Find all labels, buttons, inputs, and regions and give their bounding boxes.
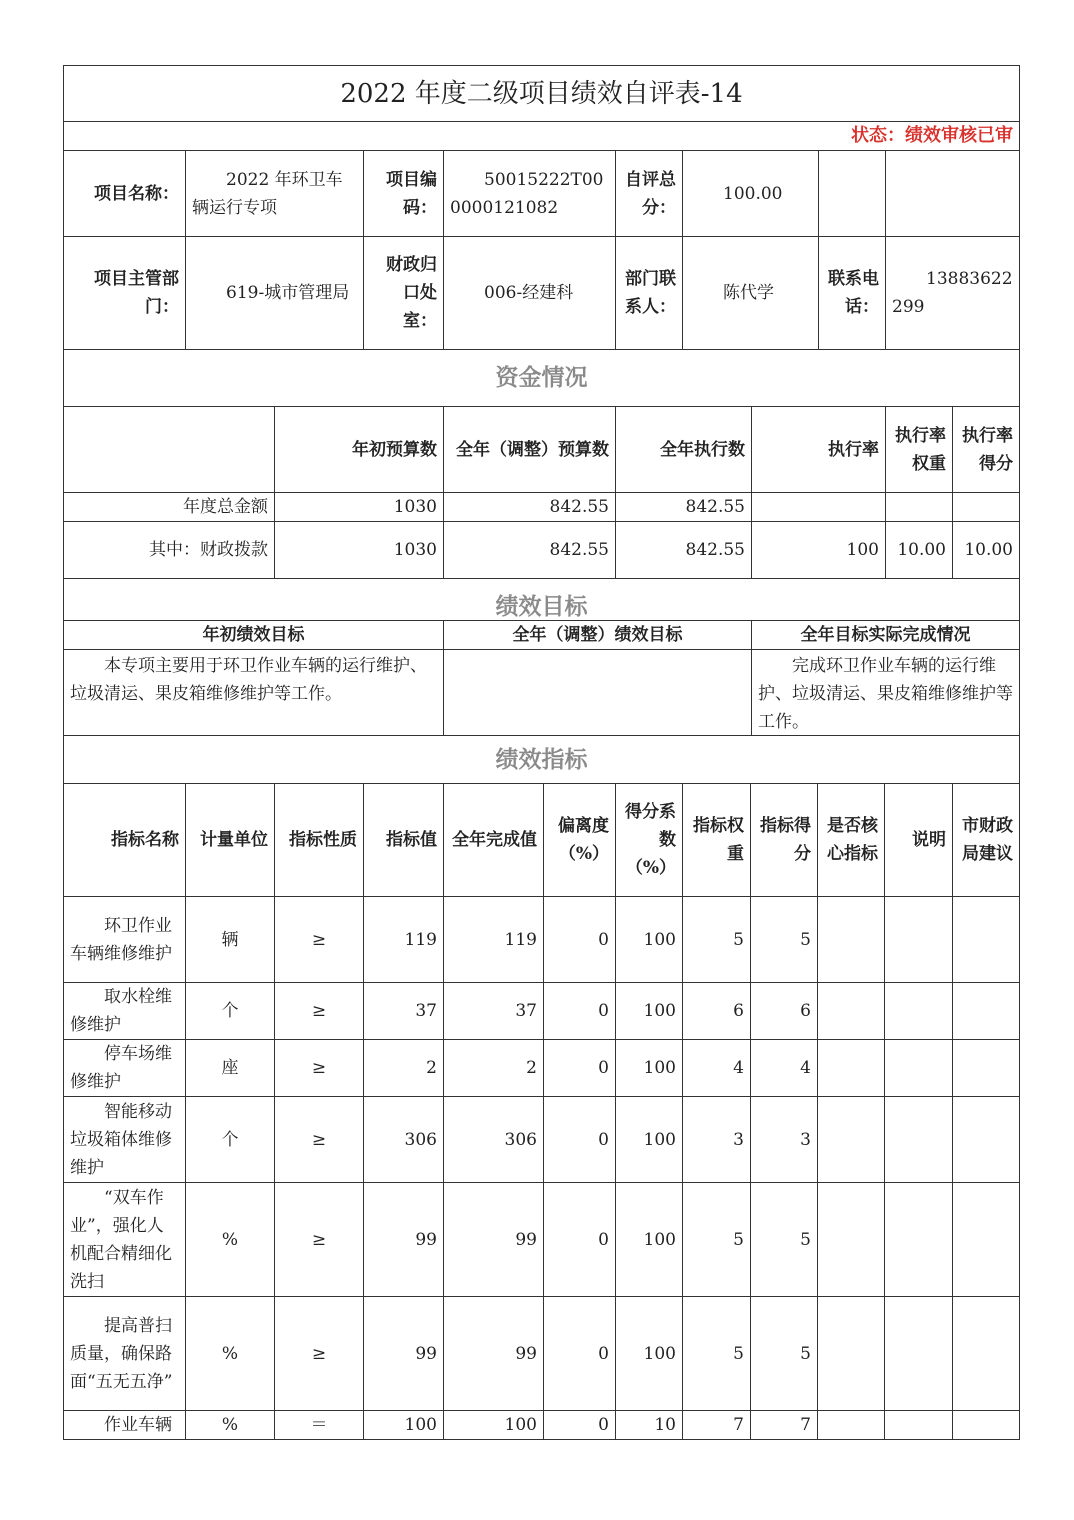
indicators-header: 计量单位 [186, 784, 275, 896]
indicators-header: 指标得分 [751, 784, 818, 896]
indicator-weight: 5 [683, 897, 751, 982]
indicator-advice [953, 1297, 1019, 1410]
indicator-row [63, 1097, 1020, 1183]
goals-header: 全年（调整）绩效目标 [444, 621, 752, 649]
indicator-score: 3 [751, 1097, 818, 1182]
indicator-actual: 119 [444, 897, 544, 982]
indicator-unit: % [186, 1411, 275, 1439]
indicator-nature: ≥ [275, 1097, 364, 1182]
funds-section-row [63, 350, 1020, 407]
indicator-coefficient: 100 [616, 897, 683, 982]
indicator-advice [953, 983, 1019, 1039]
indicator-coefficient: 100 [616, 1297, 683, 1410]
indicators-header-row [63, 784, 1020, 897]
indicator-core [818, 1097, 885, 1182]
indicator-deviation: 0 [544, 1411, 616, 1439]
funds-rate: 100 [752, 522, 886, 578]
indicator-note [885, 1183, 953, 1296]
funds-rate [752, 493, 886, 521]
indicator-core [818, 897, 885, 982]
indicator-core [818, 1411, 885, 1439]
funds-executed: 842.55 [616, 493, 752, 521]
indicator-unit: 座 [186, 1040, 275, 1096]
indicator-coefficient: 100 [616, 1040, 683, 1096]
funds-header-row [63, 407, 1020, 493]
indicator-score: 5 [751, 897, 818, 982]
indicator-deviation: 0 [544, 1183, 616, 1296]
indicator-score: 4 [751, 1040, 818, 1096]
funds-row-label: 其中：财政拨款 [64, 522, 275, 578]
indicator-row [63, 1183, 1020, 1297]
goals-header-row [63, 621, 1020, 650]
indicator-nature: ≥ [275, 983, 364, 1039]
indicator-core [818, 983, 885, 1039]
indicator-advice [953, 1183, 1019, 1296]
title-row [63, 65, 1020, 122]
score-label: 自评总分： [616, 151, 683, 236]
project-code-value: 50015222T000000121082 [444, 151, 616, 236]
indicator-weight: 5 [683, 1297, 751, 1410]
indicator-row [63, 1411, 1020, 1440]
funds-executed: 842.55 [616, 522, 752, 578]
indicator-deviation: 0 [544, 897, 616, 982]
indicator-unit: 个 [186, 1097, 275, 1182]
indicators-section-row [63, 736, 1020, 784]
funds-section-title: 资金情况 [495, 365, 588, 391]
indicator-actual: 99 [444, 1183, 544, 1296]
funds-score: 10.00 [964, 540, 1013, 560]
indicator-nature: ≥ [275, 1297, 364, 1410]
indicator-note [885, 1097, 953, 1182]
indicator-actual: 306 [444, 1097, 544, 1182]
indicator-note [885, 897, 953, 982]
indicator-actual: 100 [444, 1411, 544, 1439]
indicator-name: 停车场维修维护 [64, 1040, 186, 1096]
page-title: 2022 年度二级项目绩效自评表-14 [340, 79, 743, 109]
actual-completion-text: 完成环卫作业车辆的运行维护、垃圾清运、果皮箱维修维护等工作。 [758, 656, 1013, 732]
funds-row [63, 522, 1020, 579]
finance-office-value: 006-经建科 [444, 237, 616, 349]
indicators-header: 指标名称 [64, 784, 186, 896]
indicator-coefficient: 100 [616, 1097, 683, 1182]
goals-header: 年初绩效目标 [64, 621, 444, 649]
indicator-name: 环卫作业车辆维修维护 [64, 897, 186, 982]
goals-content-row [63, 650, 1020, 736]
funds-header: 执行率 [752, 407, 886, 492]
indicator-actual: 99 [444, 1297, 544, 1410]
indicator-coefficient: 100 [616, 983, 683, 1039]
initial-goal-text: 本专项主要用于环卫作业车辆的运行维护、垃圾清运、果皮箱维修维护等工作。 [64, 650, 444, 735]
status-text: 状态：绩效审核已审 [851, 125, 1013, 146]
indicator-advice [953, 1097, 1019, 1182]
indicator-score: 5 [751, 1297, 818, 1410]
indicator-name: 智能移动垃圾箱体维修维护 [64, 1097, 186, 1182]
phone-value: 13883622299 [892, 269, 1013, 317]
indicator-actual: 2 [444, 1040, 544, 1096]
indicator-row [63, 1040, 1020, 1097]
indicator-target: 99 [364, 1183, 444, 1296]
indicator-name: 作业车辆 [64, 1411, 186, 1439]
adjusted-goal-text [444, 650, 752, 735]
indicator-deviation: 0 [544, 1040, 616, 1096]
indicator-deviation: 0 [544, 983, 616, 1039]
indicator-actual: 37 [444, 983, 544, 1039]
indicator-target: 100 [364, 1411, 444, 1439]
indicator-advice [953, 1411, 1019, 1439]
indicator-name: 取水栓维修维护 [64, 983, 186, 1039]
indicator-weight: 3 [683, 1097, 751, 1182]
status-row [63, 122, 1020, 151]
indicator-score: 6 [751, 983, 818, 1039]
indicator-note [885, 1040, 953, 1096]
finance-office-label: 财政归口处室： [364, 237, 444, 349]
indicator-weight: 5 [683, 1183, 751, 1296]
empty-cell [819, 151, 886, 236]
project-name-value: 2022 年环卫车辆运行专项 [186, 151, 364, 236]
funds-row-label: 年度总金额 [64, 493, 275, 521]
contact-value: 陈代学 [683, 237, 819, 349]
funds-adjusted: 842.55 [444, 493, 616, 521]
indicator-weight: 7 [683, 1411, 751, 1439]
indicator-score: 7 [751, 1411, 818, 1439]
indicator-target: 119 [364, 897, 444, 982]
indicators-header: 指标权重 [683, 784, 751, 896]
indicator-unit: 个 [186, 983, 275, 1039]
goals-header: 全年目标实际完成情况 [800, 625, 971, 645]
score-value: 100.00 [683, 151, 819, 236]
indicators-header: 全年完成值 [444, 784, 544, 896]
project-code-label: 项目编码： [364, 151, 444, 236]
indicator-nature: ≥ [275, 1040, 364, 1096]
indicator-core [818, 1040, 885, 1096]
indicator-nature: ≥ [275, 1183, 364, 1296]
info-row-1 [63, 151, 1020, 237]
indicator-deviation: 0 [544, 1297, 616, 1410]
indicator-weight: 4 [683, 1040, 751, 1096]
funds-header: 执行率得分 [962, 425, 1013, 474]
funds-weight [886, 493, 953, 521]
contact-label: 部门联系人： [616, 237, 683, 349]
indicator-note [885, 983, 953, 1039]
funds-budget: 1030 [275, 522, 444, 578]
empty-cell [886, 151, 1019, 236]
self-evaluation-table [63, 65, 1020, 1440]
indicators-header: 指标性质 [275, 784, 364, 896]
indicator-coefficient: 100 [616, 1183, 683, 1296]
indicator-target: 2 [364, 1040, 444, 1096]
indicator-target: 99 [364, 1297, 444, 1410]
funds-weight: 10.00 [886, 522, 953, 578]
indicator-deviation: 0 [544, 1097, 616, 1182]
indicator-unit: % [186, 1183, 275, 1296]
dept-value: 619-城市管理局 [186, 237, 364, 349]
indicators-header: 是否核心指标 [818, 784, 885, 896]
indicator-weight: 6 [683, 983, 751, 1039]
indicator-core [818, 1183, 885, 1296]
indicator-row [63, 897, 1020, 983]
project-name-label: 项目名称： [64, 151, 186, 236]
funds-header: 执行率权重 [886, 407, 953, 492]
indicator-name: 提高普扫质量，确保路面“五无五净” [64, 1297, 186, 1410]
indicator-name: “双车作业”，强化人机配合精细化洗扫 [64, 1183, 186, 1296]
funds-header: 年初预算数 [275, 407, 444, 492]
funds-budget: 1030 [275, 493, 444, 521]
funds-header: 全年执行数 [616, 407, 752, 492]
indicator-advice [953, 897, 1019, 982]
indicator-nature: ≥ [275, 897, 364, 982]
funds-adjusted: 842.55 [444, 522, 616, 578]
indicator-unit: 辆 [186, 897, 275, 982]
indicators-section-title: 绩效指标 [495, 746, 588, 773]
indicator-score: 5 [751, 1183, 818, 1296]
phone-label: 联系电话： [819, 237, 886, 349]
indicator-note [885, 1411, 953, 1439]
goals-section-row [63, 579, 1020, 621]
indicator-advice [953, 1040, 1019, 1096]
indicators-header: 得分系数（%） [616, 784, 683, 896]
indicator-coefficient: 10 [616, 1411, 683, 1439]
funds-row [63, 493, 1020, 522]
funds-header: 全年（调整）预算数 [444, 407, 616, 492]
indicators-header: 市财政局建议 [962, 816, 1013, 864]
indicator-unit: % [186, 1297, 275, 1410]
empty-cell [64, 407, 275, 492]
indicators-header: 说明 [885, 784, 953, 896]
indicator-nature: ＝ [275, 1411, 364, 1439]
indicator-note [885, 1297, 953, 1410]
indicators-header: 偏离度（%） [544, 784, 616, 896]
indicator-target: 306 [364, 1097, 444, 1182]
dept-label: 项目主管部门： [64, 237, 186, 349]
indicator-target: 37 [364, 983, 444, 1039]
indicators-header: 指标值 [364, 784, 444, 896]
funds-score [953, 493, 1019, 521]
indicator-core [818, 1297, 885, 1410]
info-row-2 [63, 237, 1020, 350]
goals-section-title: 绩效目标 [495, 594, 588, 620]
indicator-row [63, 983, 1020, 1040]
indicator-row [63, 1297, 1020, 1411]
